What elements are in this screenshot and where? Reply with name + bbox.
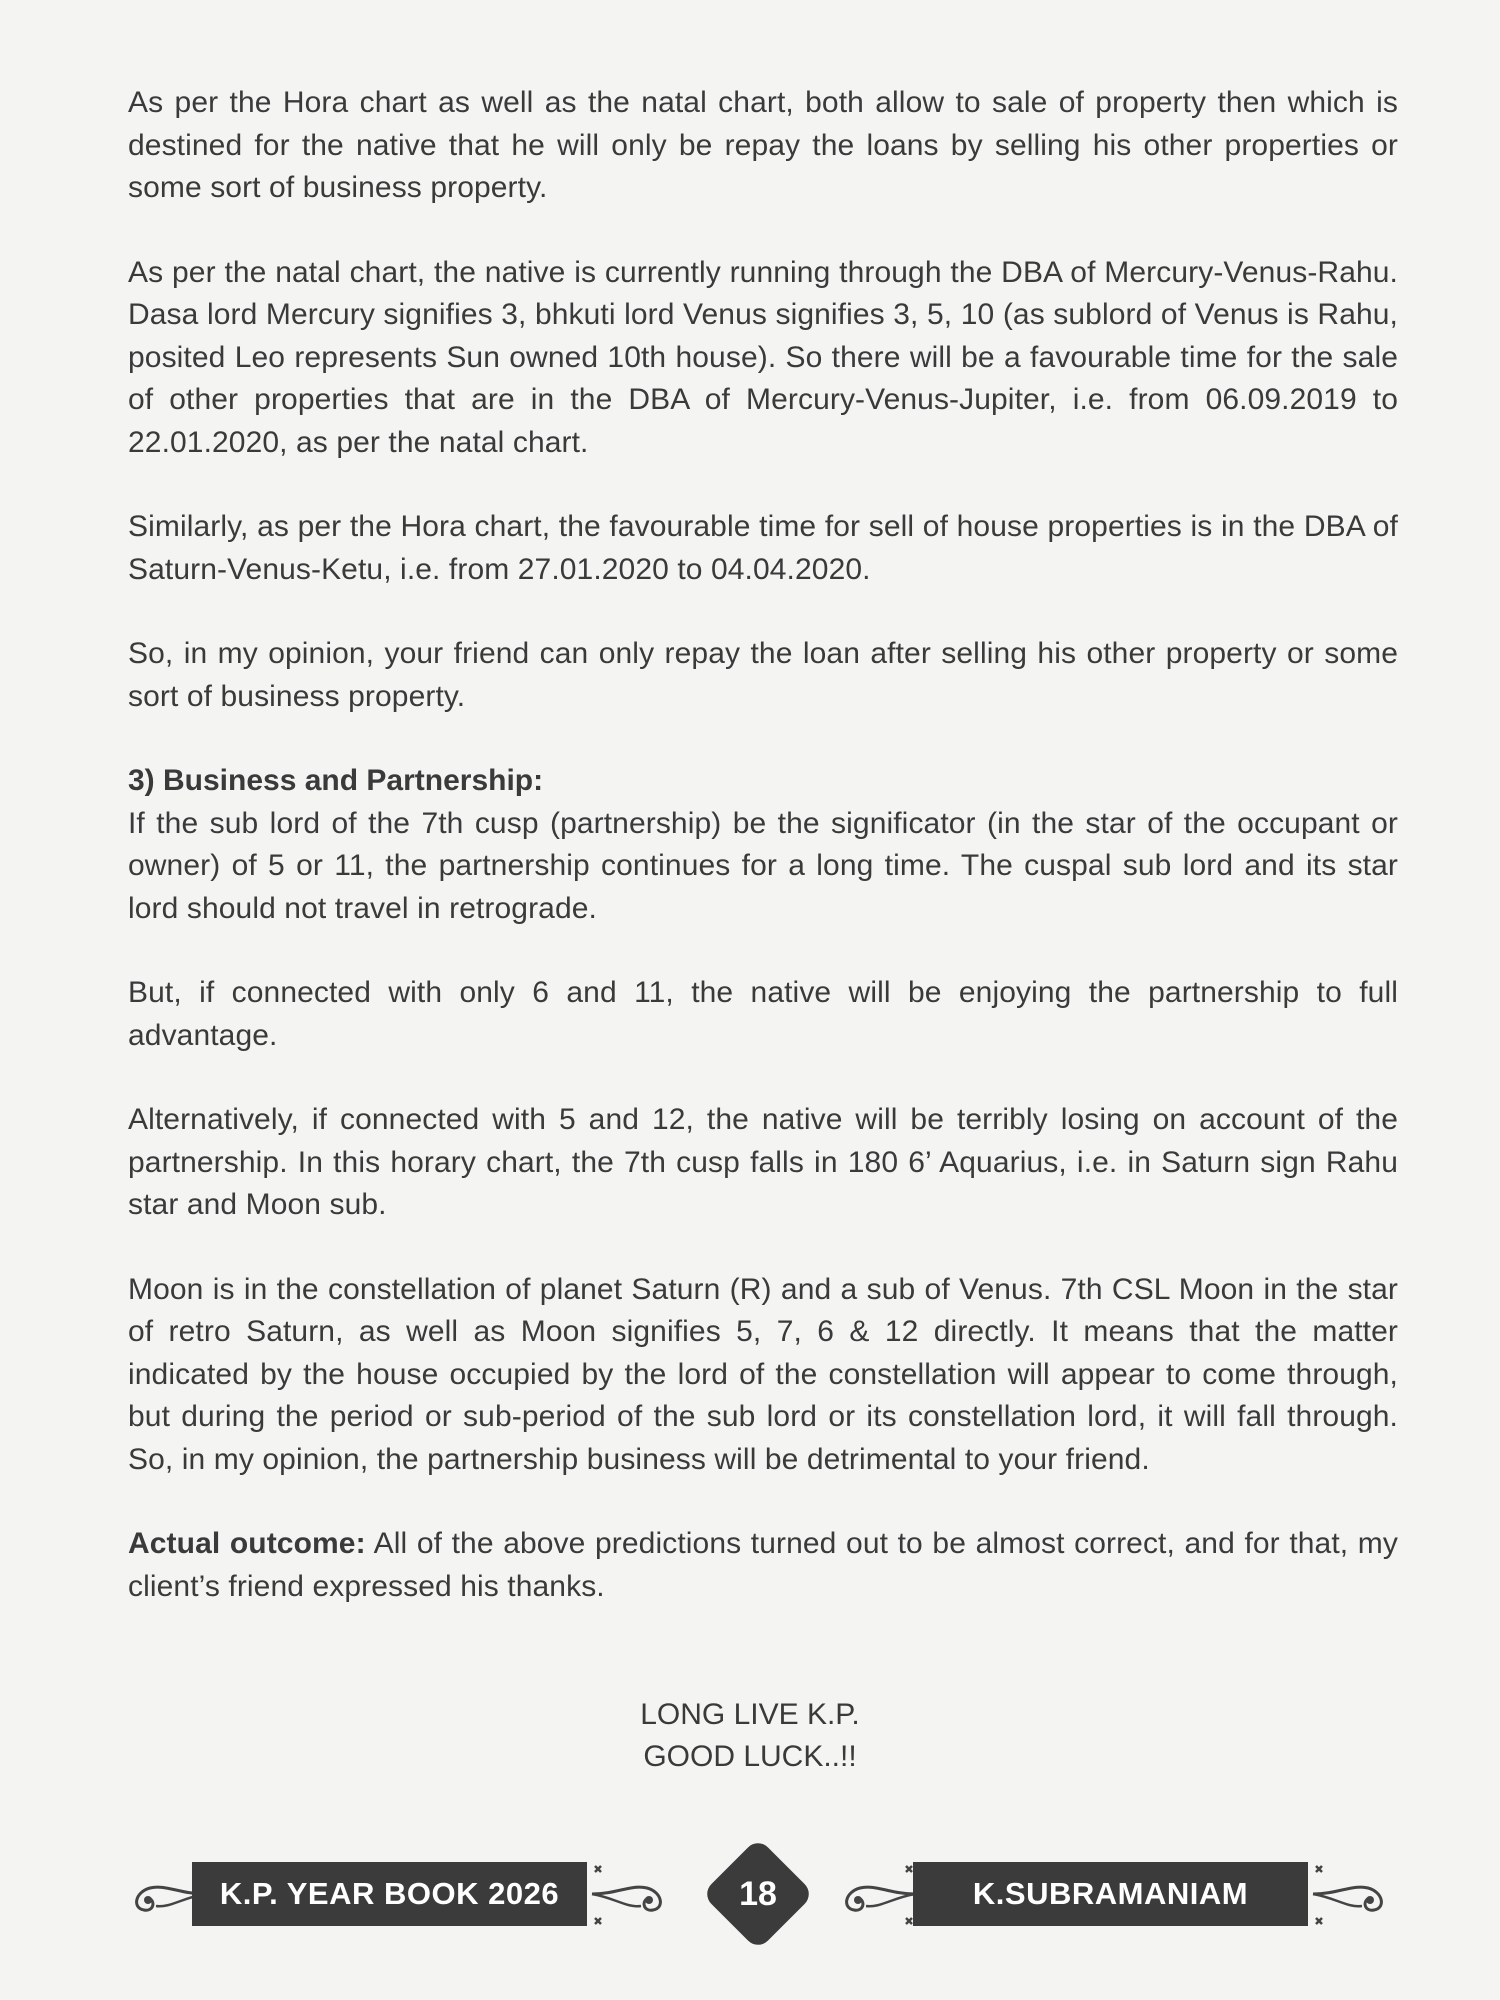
closing-long-live: LONG LIVE K.P. <box>640 1698 860 1731</box>
outcome-text: All of the above predictions turned out to be almost correct, and for that, my client’s friend expressed his thanks. <box>128 1527 1398 1603</box>
paragraph-dba-mercury: As per the natal chart, the native is currently running through the DBA of Mercury-Venus-Rahu. Dasa lord Mercury signifies 3, bhkuti lord Venus signifies 3, 5, 10 (as sublord of Venus is Rahu, posited Leo represents Sun owned 10th house). So there will be a favourable time for the sale of other properties that are in the DBA of Mercury-Venus-Jupiter, i.e. from 06.09.2019 to 22.01.2020, as per the natal chart. <box>128 255 1398 459</box>
paragraph-five-twelve: Alternatively, if connected with 5 and 12, the native will be terribly losing on account of the partnership. In this horary chart, the 7th cusp falls in 180 6’ Aquarius, i.e. in Saturn sign Rahu star and Moon sub. <box>128 1103 1398 1221</box>
outcome-label: Actual outcome: <box>128 1527 366 1560</box>
closing-good-luck: GOOD LUCK..!! <box>643 1740 857 1773</box>
paragraph-hora-natal: As per the Hora chart as well as the natal chart, both allow to sale of property then which is destined for the native that he will only be repay the loans by selling his other properties or some sort of business property. <box>128 86 1398 204</box>
paragraph-actual-outcome <box>128 1523 1398 1608</box>
center-left-scroll-ornament-icon <box>587 1838 687 1948</box>
article-body <box>128 82 1398 1650</box>
section-heading-business: 3) Business and Partnership: <box>128 764 544 797</box>
paragraph-sub-lord: If the sub lord of the 7th cusp (partnership) be the significator (in the star of the occupant or owner) of 5 or 11, the partnership continues for a long time. The cuspal sub lord and its star lord should not travel in retrograde. <box>128 806 1398 925</box>
paragraph-moon-constellation: Moon is in the constellation of planet Saturn (R) and a sub of Venus. 7th CSL Moon in the star of retro Saturn, as well as Moon signifies 5, 7, 6 & 12 directly. It means that the matter indicated by the house occupied by the lord of the constellation will appear to come through, but during the period or sub-period of the sub lord or its constellation lord, it will fall through. So, in my opinion, the partnership business will be detrimental to your friend. <box>128 1272 1398 1476</box>
center-right-scroll-ornament-icon <box>820 1838 920 1948</box>
page-footer <box>0 1838 1500 1948</box>
page-number: 18 <box>739 1874 777 1913</box>
author-banner: K.SUBRAMANIAM <box>913 1862 1308 1926</box>
paragraph-six-eleven: But, if connected with only 6 and 11, the native will be enjoying the partnership to full advantage. <box>128 976 1398 1052</box>
book-title-banner: K.P. YEAR BOOK 2026 <box>192 1862 587 1926</box>
right-scroll-ornament-icon <box>1308 1838 1408 1948</box>
paragraph-hora-favourable: Similarly, as per the Hora chart, the favourable time for sell of house properties is in the DBA of Saturn-Venus-Ketu, i.e. from 27.01.2020 to 04.04.2020. <box>128 510 1398 586</box>
paragraph-opinion-loan: So, in my opinion, your friend can only repay the loan after selling his other property or some sort of business property. <box>128 637 1398 713</box>
